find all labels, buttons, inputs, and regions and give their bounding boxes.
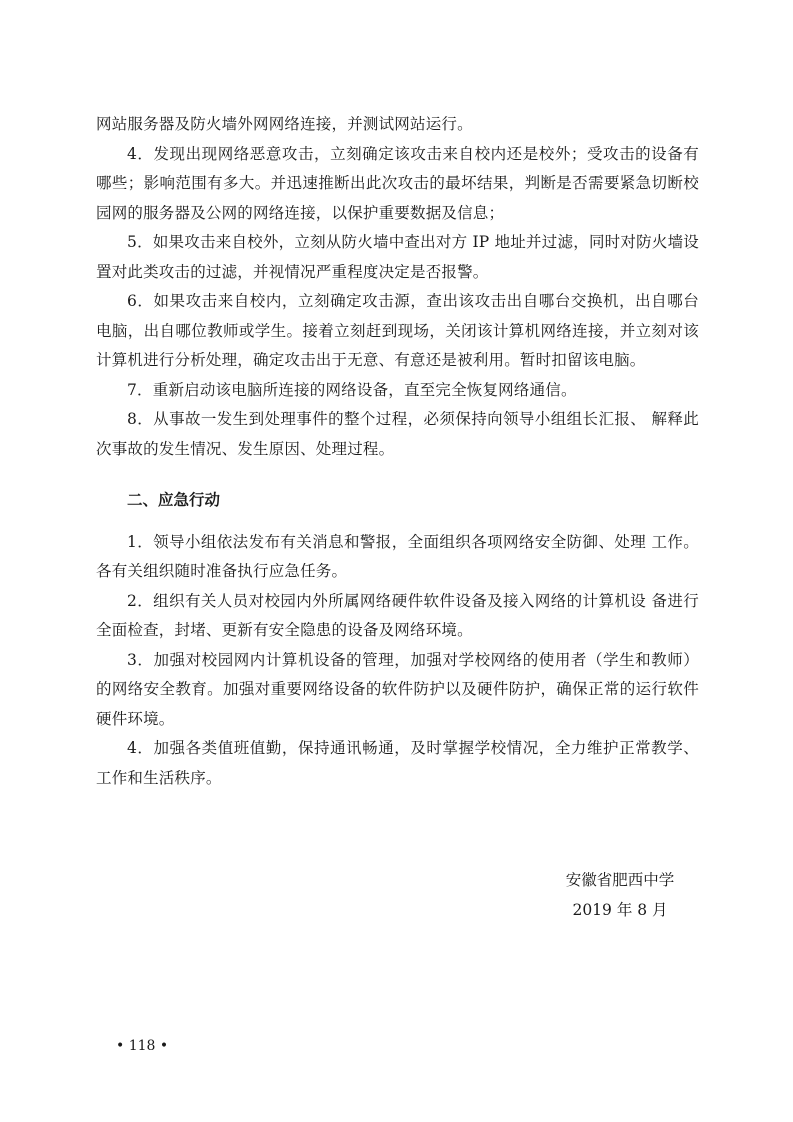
signature-block [540,866,700,925]
paragraph-item-7: 7．重新启动该电脑所连接的网络设备，直至完全恢复网络通信。 [127,380,577,399]
paragraph-item-5: 5．如果攻击来自校外，立刻从防火墙中查出对方 IP 地址并过滤，同时对防火墙设置对此类攻击的过滤，并视情况严重程度决定是否报警。 [96,233,699,281]
paragraph-item-6: 6．如果攻击来自校内，立刻确定攻击源，查出该攻击出自哪台交换机，出自哪台电脑，出自哪位教师或学生。接着立刻赶到现场，关闭该计算机网络连接，并立刻对该计算机进行分析处理，确定攻击出于无意、有意还是被利用。暂时扣留该电脑。 [96,292,699,369]
action-item-1: 1．领导小组依法发布有关消息和警报，全面组织各项网络安全防御、处理 工作。各有关组织随时准备执行应急任务。 [96,532,699,580]
document-body [96,110,699,793]
signature-organization: 安徽省肥西中学 [565,871,675,889]
paragraph-item-4: 4．发现出现网络恶意攻击，立刻确定该攻击来自校内还是校外；受攻击的设备有哪些；影响范围有多大。并迅速推断出此次攻击的最坏结果，判断是否需要紧急切断校园网的服务器及公网的网络连接，以保护重要数据及信息； [96,144,699,222]
page-number: • 118 • [116,1038,169,1054]
section-heading: 二、应急行动 [127,491,221,509]
paragraph-item-8: 8．从事故一发生到处理事件的整个过程，必须保持向领导小组组长汇报、 解释此次事故的发生情况、发生原因、处理过程。 [96,410,699,458]
action-item-4: 4．加强各类值班值勤，保持通讯畅通，及时掌握学校情况，全力维护正常教学、工作和生活秩序。 [96,739,699,787]
action-item-2: 2．组织有关人员对校园内外所属网络硬件软件设备及接入网络的计算机设 备进行全面检查，封堵、更新有安全隐患的设备及网络环境。 [96,591,699,639]
action-item-3: 3．加强对校园网内计算机设备的管理，加强对学校网络的使用者（学生和教师）的网络安全教育。加强对重要网络设备的软件防护以及硬件防护，确保正常的运行软件硬件环境。 [96,650,699,728]
paragraph-continuation: 网站服务器及防火墙外网网络连接，并测试网站运行。 [96,115,473,133]
signature-date: 2019 年 8 月 [572,900,668,919]
